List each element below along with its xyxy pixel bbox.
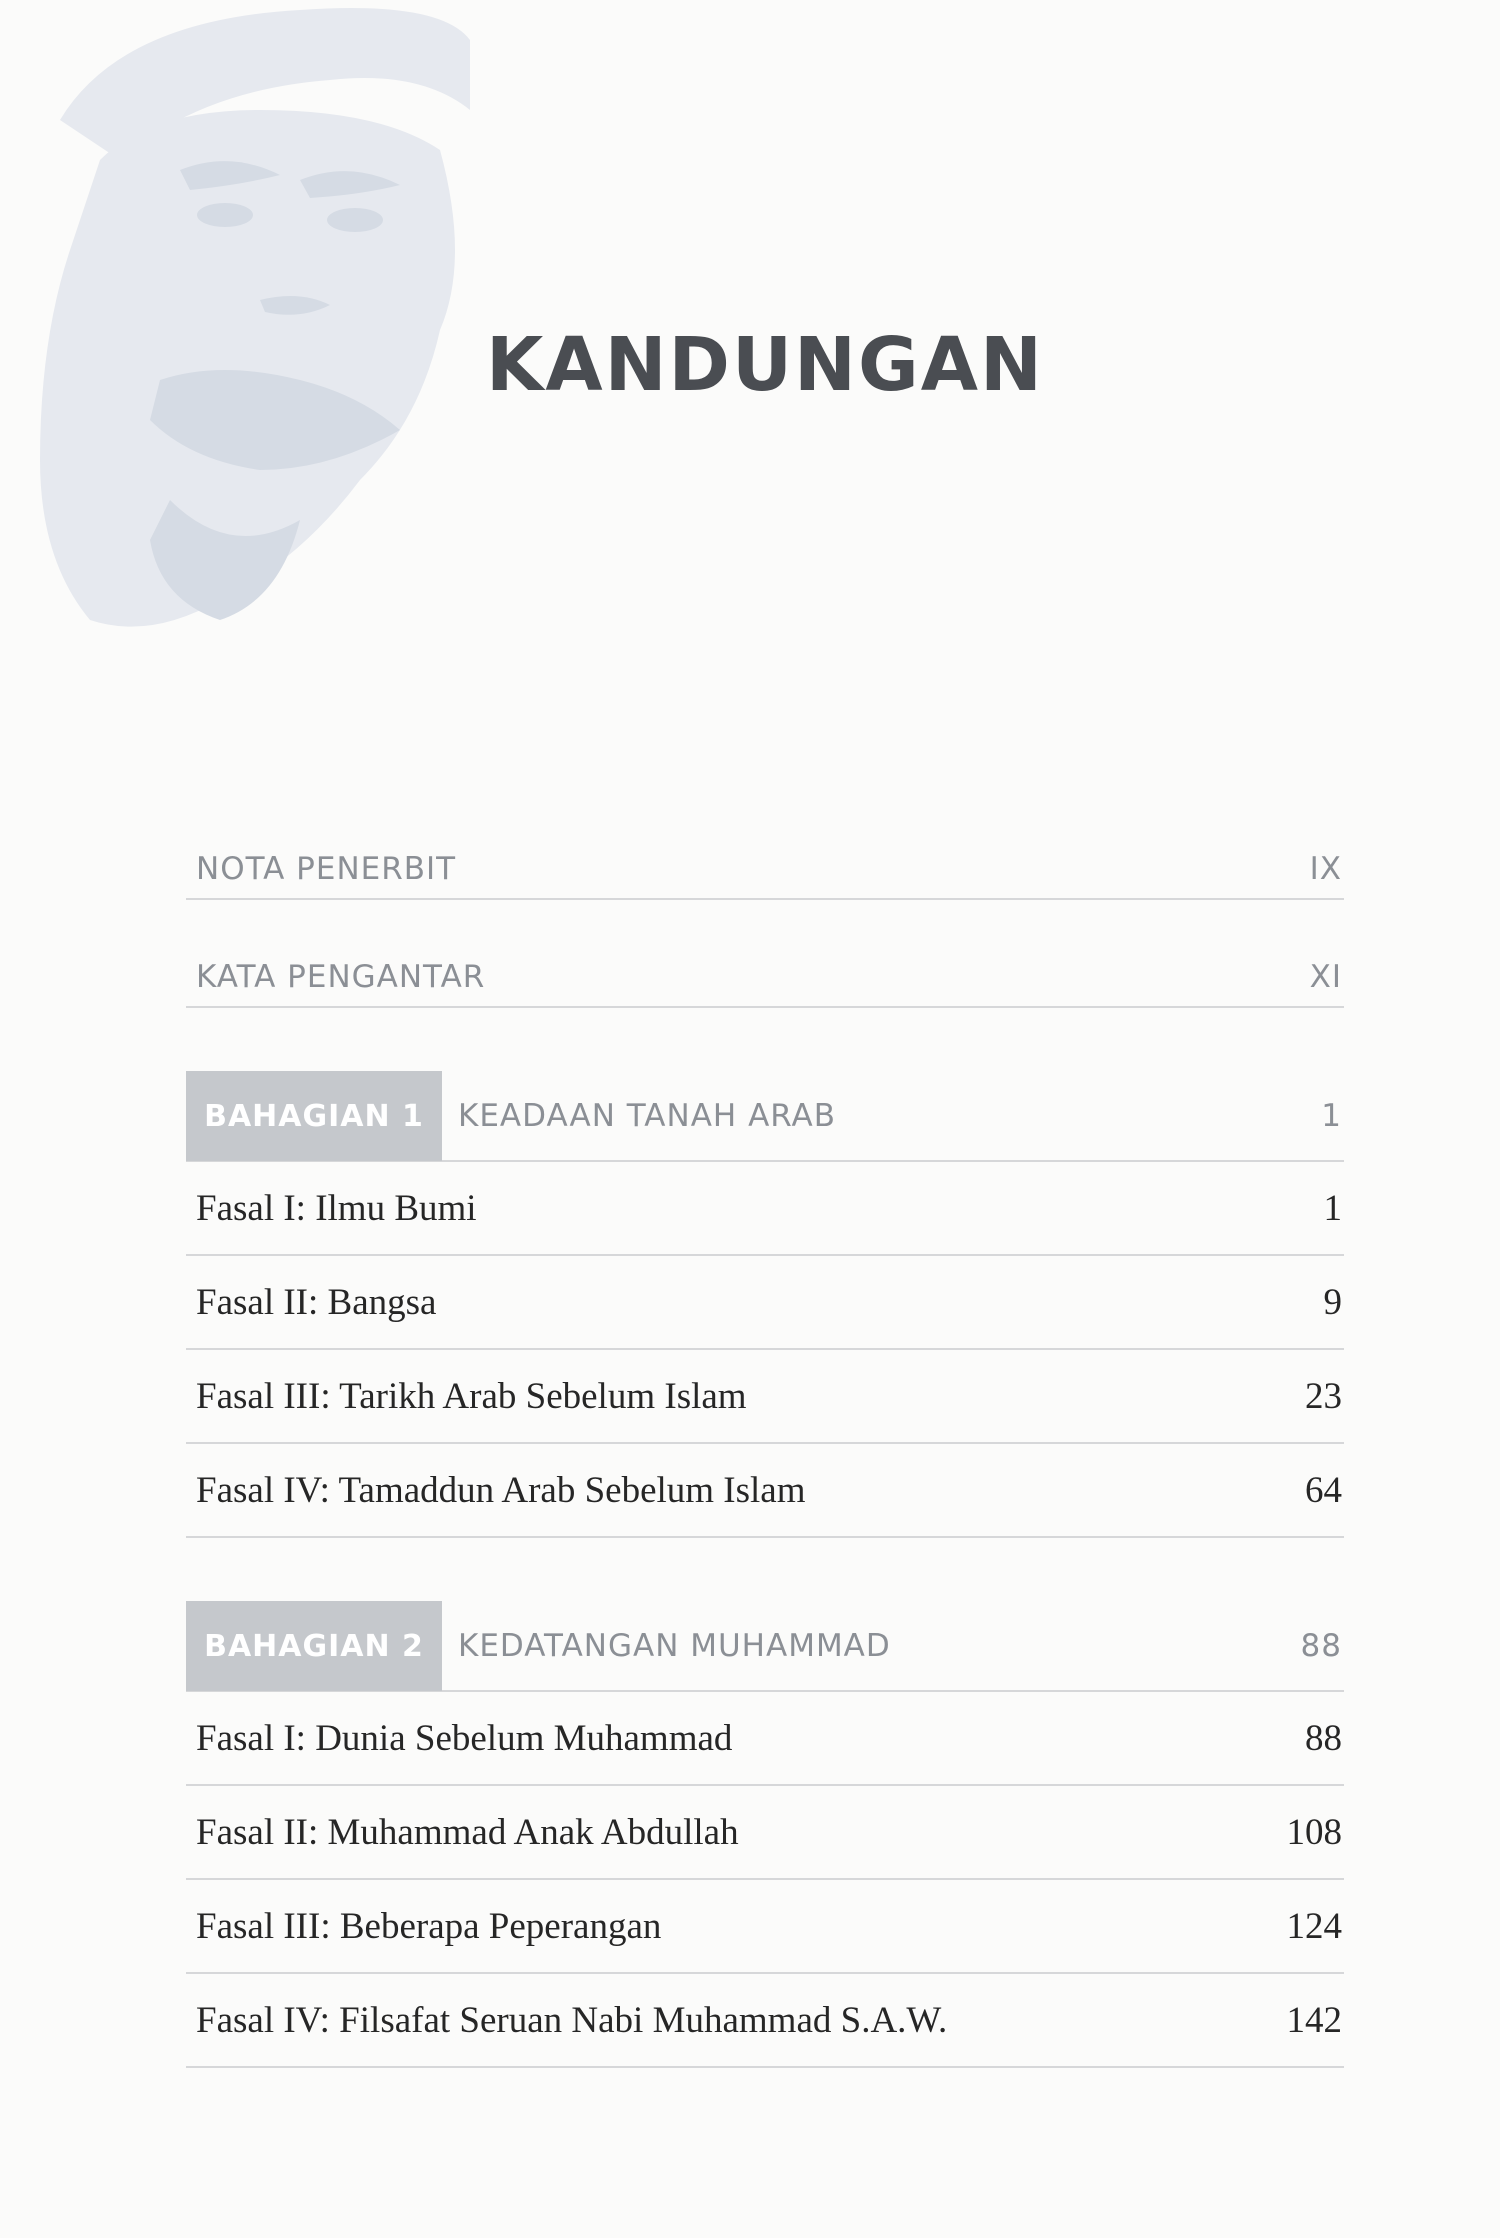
toc-page-number: 23: [1305, 1375, 1342, 1417]
toc-entry-title: NOTA PENERBIT: [196, 851, 457, 887]
toc-row-kata-pengantar[interactable]: [186, 948, 1344, 1008]
toc-row-chapter[interactable]: [186, 1786, 1344, 1880]
chapter-title: Fasal I: Ilmu Bumi: [196, 1187, 477, 1229]
toc-row-chapter[interactable]: [186, 1880, 1344, 1974]
chapter-title: Fasal IV: Tamaddun Arab Sebelum Islam: [196, 1469, 806, 1511]
toc-page-number: 108: [1286, 1811, 1342, 1853]
part-title: KEDATANGAN MUHAMMAD: [458, 1628, 891, 1664]
toc-row-nota-penerbit[interactable]: [186, 840, 1344, 900]
chapter-title: Fasal III: Tarikh Arab Sebelum Islam: [196, 1375, 747, 1417]
toc-row-chapter[interactable]: [186, 1256, 1344, 1350]
toc-row-chapter[interactable]: [186, 1350, 1344, 1444]
chapter-title: Fasal I: Dunia Sebelum Muhammad: [196, 1717, 733, 1759]
toc-page-number: 64: [1305, 1469, 1342, 1511]
toc-section-bahagian-1[interactable]: [186, 1072, 1344, 1162]
toc-page-number: 142: [1286, 1999, 1342, 2041]
toc-section-bahagian-2[interactable]: [186, 1602, 1344, 1692]
part-title: KEADAAN TANAH ARAB: [458, 1098, 837, 1134]
toc-page-number: 1: [1323, 1187, 1342, 1229]
toc-page-number: 1: [1321, 1098, 1342, 1134]
chapter-title: Fasal II: Muhammad Anak Abdullah: [196, 1811, 739, 1853]
toc-row-chapter[interactable]: [186, 1692, 1344, 1786]
chapter-title: Fasal II: Bangsa: [196, 1281, 437, 1323]
toc-entry-title: KATA PENGANTAR: [196, 959, 486, 995]
page-title: KANDUNGAN: [486, 322, 1044, 408]
toc-row-chapter[interactable]: [186, 1974, 1344, 2068]
chapter-title: Fasal IV: Filsafat Seruan Nabi Muhammad S.A.W.: [196, 1999, 948, 2041]
chapter-title: Fasal III: Beberapa Peperangan: [196, 1905, 662, 1947]
table-of-contents: [186, 840, 1344, 2068]
toc-page-number: 124: [1286, 1905, 1342, 1947]
toc-page-number: XI: [1309, 959, 1342, 995]
part-badge: BAHAGIAN 2: [186, 1601, 442, 1691]
toc-page-number: 9: [1323, 1281, 1342, 1323]
part-badge: BAHAGIAN 1: [186, 1071, 442, 1161]
toc-row-chapter[interactable]: [186, 1444, 1344, 1538]
toc-page-number: 88: [1300, 1628, 1342, 1664]
toc-row-chapter[interactable]: [186, 1162, 1344, 1256]
toc-page-number: IX: [1309, 851, 1342, 887]
toc-page-number: 88: [1305, 1717, 1342, 1759]
